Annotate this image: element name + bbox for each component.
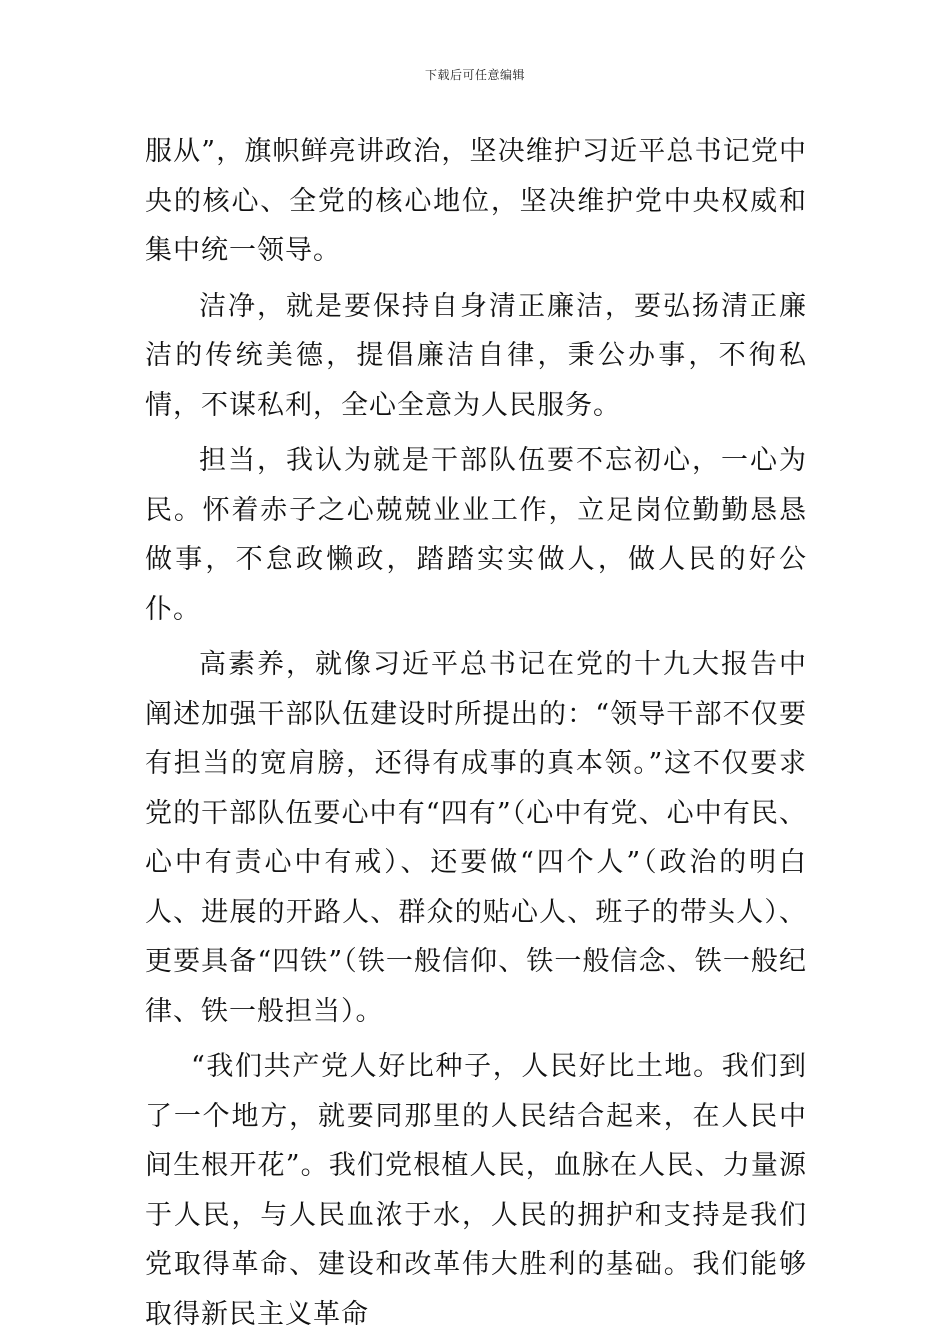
paragraph-quality: 高素养，就像习近平总书记在党的十九大报告中阐述加强干部队伍建设时所提出的：“领导干部不仅要有担当的宽肩膀，还得有成事的真本领。”这不仅要求党的干部队伍要心中有“四有”（心中有党、心中有民、心中有责心中有戒）、还要做“四个人”（政治的明白人、进展的开路人、群众的贴心人、班子的带头人）、更要具备“四铁”（铁一般信仰、铁一般信念、铁一般纪律、铁一般担当）。 <box>145 649 807 1027</box>
page-header: 下载后可任意编辑 <box>424 68 525 82</box>
paragraph-quote: “我们共产党人好比种子，人民好比土地。我们到了一个地方，就要同那里的人民结合起来，在人民中间生根开花”。我们党根植人民，血脉在人民、力量源于人民，与人民血浓于水，人民的拥护和支持是我们党取得革命、建设和改革伟大胜利的基础。我们能够取得新民主义革命 <box>145 1051 807 1330</box>
paragraph-responsibility: 担当，我认为就是干部队伍要不忘初心，一心为民。怀着赤子之心兢兢业业工作，立足岗位勤勤恳恳做事，不怠政懒政，踏踏实实做人，做人民的好公仆。 <box>145 445 807 625</box>
paragraph-continuation: 服从”，旗帜鲜亮讲政治，坚决维护习近平总书记党中央的核心、全党的核心地位，坚决维护党中央权威和集中统一领导。 <box>145 136 807 266</box>
document-body <box>145 127 807 1339</box>
paragraph-clean: 洁净，就是要保持自身清正廉洁，要弘扬清正廉洁的传统美德，提倡廉洁自律，秉公办事，不徇私情，不谋私利，全心全意为人民服务。 <box>145 290 807 421</box>
